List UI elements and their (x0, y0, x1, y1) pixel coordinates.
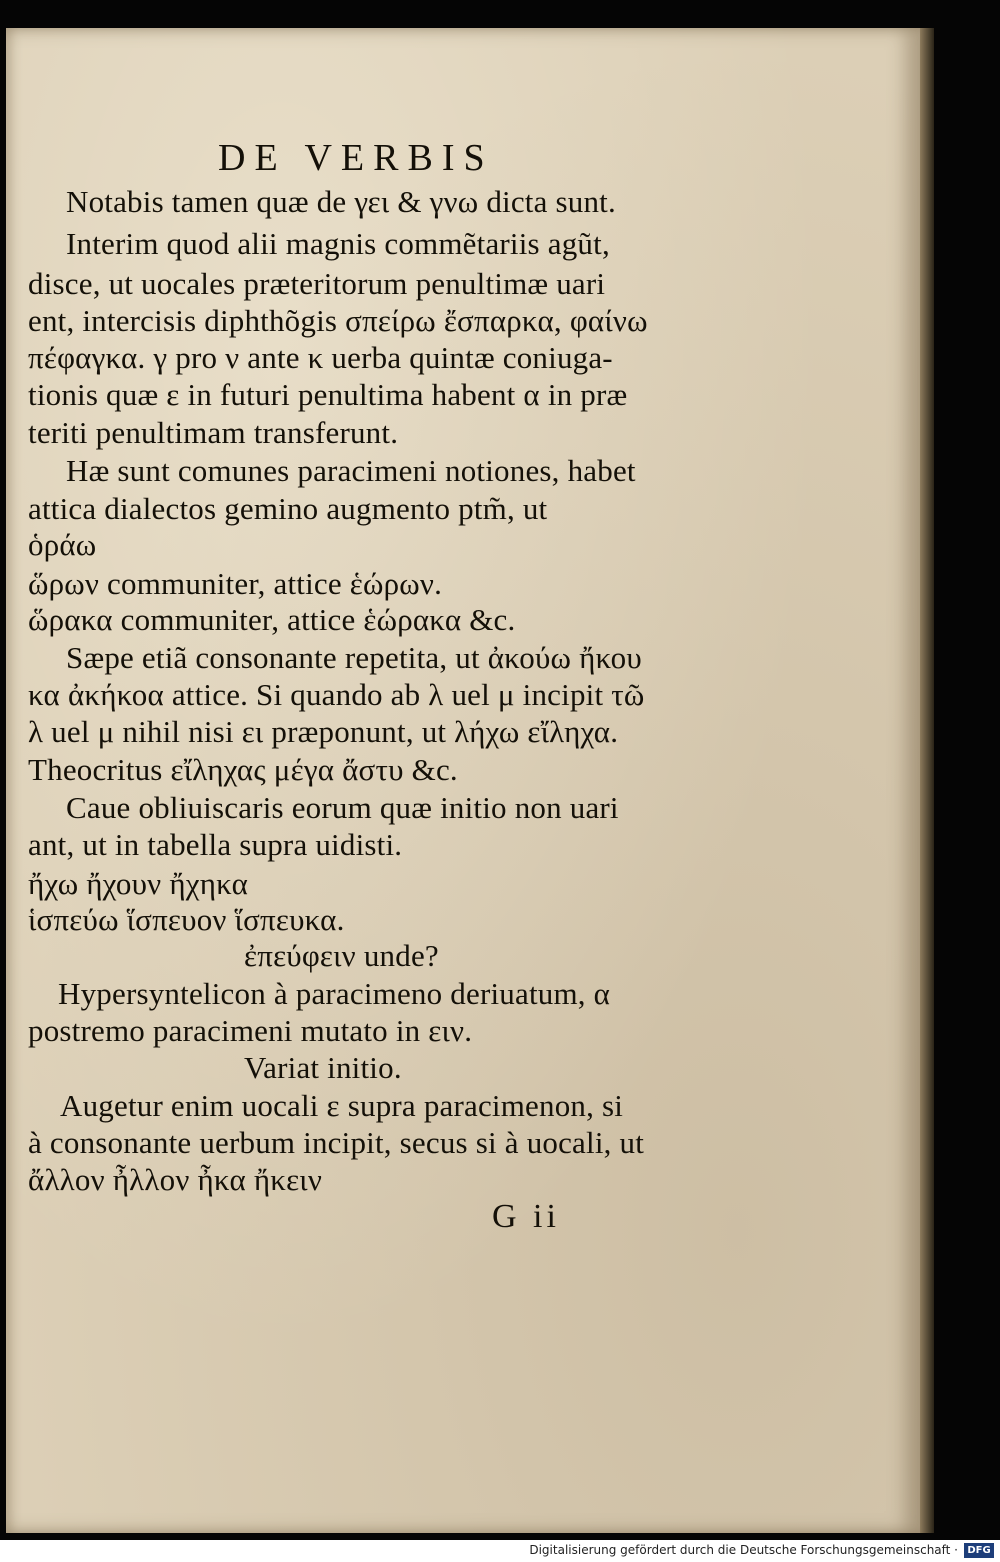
text-line: ὥρακα communiter, attice ἑώρακα &c. (28, 602, 516, 637)
text-line: Caue obliuiscaris eorum quæ initio non uari (66, 790, 619, 825)
text-line: Sæpe etiã consonante repetita, ut ἀκούω ἤκου (66, 640, 642, 675)
text-line: Variat initio. (244, 1050, 402, 1085)
text-line: κα ἀκήκοα attice. Si quando ab λ uel μ incipit τῶ (28, 677, 645, 712)
dfg-logo[interactable]: DFG (964, 1543, 994, 1558)
text-line: Augetur enim uocali ε supra paracimenon, si (60, 1088, 624, 1123)
signature-mark: G ii (492, 1198, 560, 1235)
text-line: attica dialectos gemino augmento ptm̃, ut (28, 491, 548, 526)
page-edge (920, 28, 934, 1533)
text-line: disce, ut uocales præteritorum penultimæ uari (28, 266, 606, 301)
text-line: ὁράω (28, 527, 97, 562)
text-line: Interim quod alii magnis commẽtariis agũt, (66, 226, 610, 261)
text-line: postremo paracimeni mutato in ειν. (28, 1013, 473, 1048)
text-line: ant, ut in tabella supra uidisti. (28, 827, 403, 862)
text-line: ὥρων communiter, attice ἑώρων. (28, 566, 443, 601)
text-line: πέφαγκα. γ pro ν ante κ uerba quintæ coniuga- (28, 340, 613, 375)
text-line: Hæ sunt comunes paracimeni notiones, habet (66, 453, 636, 488)
running-head: DE VERBIS (218, 137, 494, 179)
text-line: ἤχω ἤχουν ἤχηκα (28, 866, 249, 901)
text-line: ἄλλον ἦλλον ἦκα ἤκειν (28, 1162, 323, 1197)
text-line: ἱσπεύω ἵσπευον ἵσπευκα. (28, 902, 345, 937)
text-line: à consonante uerbum incipit, secus si à uocali, ut (28, 1125, 645, 1160)
text-line: Hypersyntelicon à paracimeno deriuatum, α (58, 976, 611, 1011)
text-line: ent, intercisis diphthõgis σπείρω ἔσπαρκα, φαίνω (28, 303, 648, 338)
text-line: tionis quæ ε in futuri penultima habent α in præ (28, 377, 628, 412)
text-line: ἐπεύφειν unde? (244, 938, 439, 973)
footer-bar (0, 1540, 1000, 1562)
text-line: Notabis tamen quæ de γει & γνω dicta sunt. (66, 184, 616, 219)
text-line: teriti penultimam transferunt. (28, 415, 399, 450)
text-line: Theocritus εἴληχας μέγα ἄστυ &c. (28, 752, 458, 787)
footer-credit[interactable]: Digitalisierung gefördert durch die Deutsche Forschungsgemeinschaft · (529, 1543, 958, 1557)
text-line: λ uel μ nihil nisi ει præponunt, ut λήχω εἴληχα. (28, 714, 619, 749)
